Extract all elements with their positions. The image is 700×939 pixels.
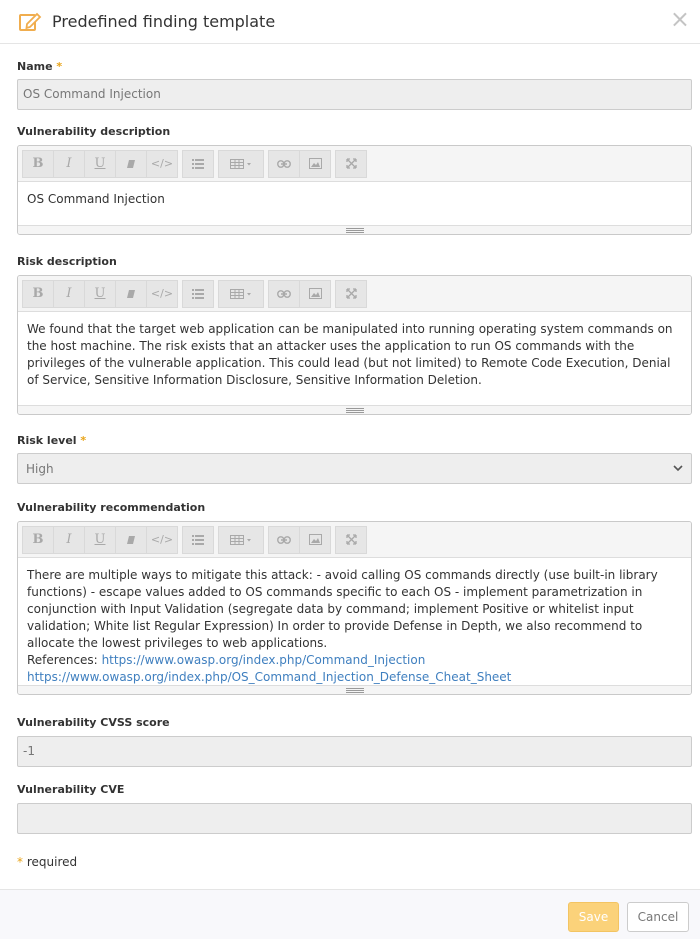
underline-button[interactable] [84,526,116,554]
editor-resize-bar[interactable] [18,685,691,694]
bold-button[interactable] [22,526,54,554]
link-icon [277,536,291,544]
eraser-button[interactable] [115,280,147,308]
image-button[interactable] [299,526,331,554]
vuln-description-label: Vulnerability description [17,125,171,138]
resize-grip-icon [346,228,364,233]
image-button[interactable] [299,150,331,178]
view-group [336,526,367,554]
eraser-icon [126,289,136,299]
link-button[interactable] [268,526,300,554]
code-icon: </> [150,533,174,546]
table-button[interactable] [218,280,264,308]
table-button[interactable] [218,150,264,178]
command-injection-link[interactable]: https://www.owasp.org/index.php/Command_Injection [101,653,426,667]
underline-button[interactable] [84,280,116,308]
list-icon [192,289,204,299]
risk-level-value: High [26,461,54,476]
italic-button[interactable] [53,280,85,308]
risk-level-label-text: Risk level [17,434,77,447]
eraser-button[interactable] [115,150,147,178]
chevron-down-icon [673,465,683,472]
close-icon[interactable]: × [669,5,690,33]
cvss-label: Vulnerability CVSS score [17,716,170,729]
cve-input[interactable] [17,803,692,834]
editor-resize-bar[interactable] [18,405,691,414]
underline-icon: U [94,532,106,547]
list-group [183,150,214,178]
underline-button[interactable] [84,150,116,178]
resize-grip-icon [346,688,364,693]
format-group [23,526,178,554]
recommendation-text: There are multiple ways to mitigate this attack: - avoid calling OS commands directly (use built-in library functions) - escape values added to OS commands specific to each OS - implement parametrization in conjunction with Input Validation (segregate data by command; implement Positive or whitelist input validation; White list Regular Expression) In order to provide Defense in Depth, we also recommend to allocate the lowest privileges to web applications. [27,568,658,650]
references-label: References: [27,653,98,667]
image-icon [309,534,322,545]
vuln-description-editor[interactable] [17,145,692,235]
name-label [17,60,692,73]
bold-button[interactable] [22,280,54,308]
italic-button[interactable] [53,150,85,178]
format-group [23,150,178,178]
eraser-icon [126,535,136,545]
insert-group [269,150,331,178]
table-icon [230,535,252,545]
bold-button[interactable] [22,150,54,178]
fullscreen-icon [346,158,357,169]
table-group [219,150,264,178]
vuln-description-content[interactable]: OS Command Injection [27,192,165,206]
list-group [183,280,214,308]
recommendation-label: Vulnerability recommendation [17,501,206,514]
list-group [183,526,214,554]
table-group [219,280,264,308]
fullscreen-button[interactable] [335,280,367,308]
defense-cheat-sheet-link[interactable]: https://www.owasp.org/index.php/OS_Command_Injection_Defense_Cheat_Sheet [27,670,512,684]
bold-icon: B [32,286,44,301]
editor-resize-bar[interactable] [18,225,691,234]
code-icon: </> [150,287,174,300]
table-group [219,526,264,554]
link-icon [277,160,291,168]
risk-description-label: Risk description [17,255,117,268]
italic-icon: I [66,286,72,301]
modal-footer [0,889,700,939]
code-button[interactable] [146,526,178,554]
link-button[interactable] [268,150,300,178]
save-button[interactable]: Save [568,902,619,932]
cvss-input[interactable]: -1 [17,736,692,767]
risk-description-editor[interactable] [17,275,692,415]
list-button[interactable] [182,150,214,178]
list-icon [192,159,204,169]
italic-button[interactable] [53,526,85,554]
insert-group [269,280,331,308]
image-icon [309,288,322,299]
editor-toolbar [18,146,691,182]
view-group [336,280,367,308]
list-icon [192,535,204,545]
resize-grip-icon [346,408,364,413]
risk-level-label [17,434,692,447]
italic-icon: I [66,532,72,547]
modal-title: Predefined finding template [52,12,276,31]
editor-toolbar [18,276,691,312]
bold-icon: B [32,532,44,547]
list-button[interactable] [182,526,214,554]
editor-toolbar [18,522,691,558]
insert-group [269,526,331,554]
italic-icon: I [66,156,72,171]
required-mark: * [17,855,23,869]
link-button[interactable] [268,280,300,308]
format-group [23,280,178,308]
underline-icon: U [94,286,106,301]
code-icon: </> [150,157,174,170]
table-icon [230,159,252,169]
underline-icon: U [94,156,106,171]
cve-label: Vulnerability CVE [17,783,125,796]
code-button[interactable] [146,280,178,308]
fullscreen-button[interactable] [335,150,367,178]
modal-header [0,0,700,44]
recommendation-editor[interactable] [17,521,692,695]
risk-level-select[interactable] [17,453,692,484]
list-button[interactable] [182,280,214,308]
name-label-text: Name [17,60,53,73]
risk-description-content[interactable]: We found that the target web application can be manipulated into running operating system commands on the host machine. The risk exists that an attacker uses the application to run OS commands with the privileges of the vulnerable application. This could lead (but not limited) to Remote Code Execution, Denial of Service, Sensitive Information Disclosure, Sensitive Information Deletion. [27,322,673,387]
modal-body [0,60,700,869]
cancel-button[interactable]: Cancel [627,902,689,932]
fullscreen-button[interactable] [335,526,367,554]
required-legend-text: required [26,855,78,869]
required-mark: * [80,434,87,447]
link-icon [277,290,291,298]
recommendation-content[interactable] [18,558,691,685]
code-button[interactable] [146,150,178,178]
table-icon [230,289,252,299]
image-button[interactable] [299,280,331,308]
bold-icon: B [32,156,44,171]
eraser-icon [126,159,136,169]
name-input[interactable]: OS Command Injection [17,79,692,110]
table-button[interactable] [218,526,264,554]
fullscreen-icon [346,288,357,299]
required-legend [17,855,692,869]
eraser-button[interactable] [115,526,147,554]
required-mark: * [56,60,63,73]
edit-icon [18,11,42,33]
view-group [336,150,367,178]
fullscreen-icon [346,534,357,545]
image-icon [309,158,322,169]
